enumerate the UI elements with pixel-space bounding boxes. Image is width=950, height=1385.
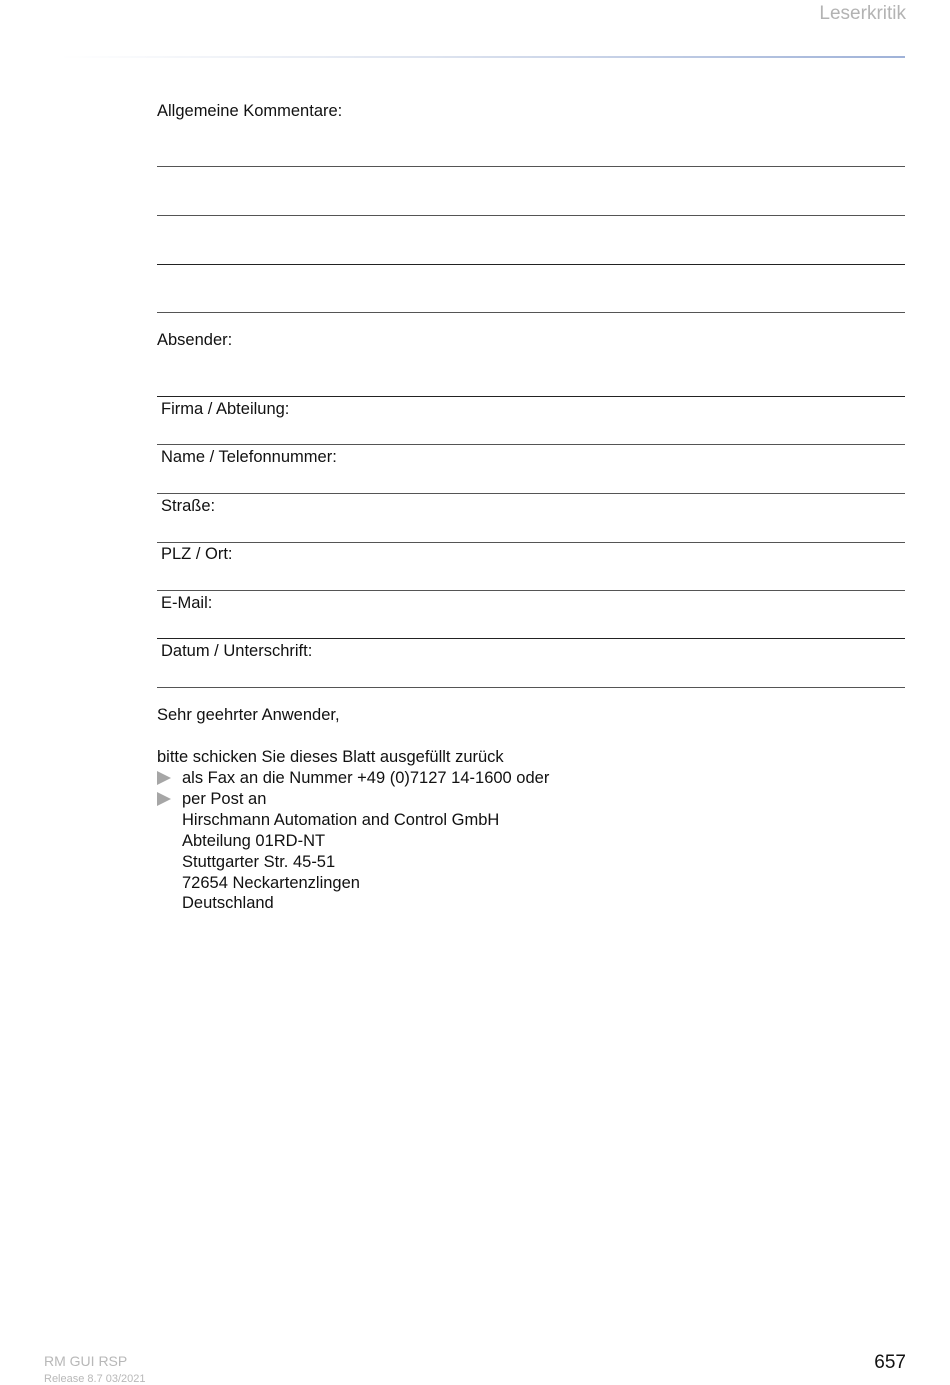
address-department: Abteilung 01RD-NT	[182, 832, 326, 850]
field-company-line	[157, 444, 905, 445]
letter-intro: bitte schicken Sie dieses Blatt ausgefüllt zurück	[157, 748, 504, 766]
bullet-fax: als Fax an die Nummer +49 (0)7127 14-1600 oder	[182, 769, 550, 787]
address-country: Deutschland	[182, 894, 274, 912]
field-zip-city-line	[157, 590, 905, 591]
address-company: Hirschmann Automation and Control GmbH	[182, 811, 500, 829]
sender-line-top	[157, 396, 905, 397]
field-street-label: Straße:	[161, 497, 216, 515]
field-name-phone-line	[157, 493, 905, 494]
comment-line-2	[157, 215, 905, 216]
field-email-label: E-Mail:	[161, 594, 213, 612]
bullet-arrow-icon	[157, 771, 171, 785]
bullet-arrow-icon	[157, 792, 171, 806]
letter-greeting: Sehr geehrter Anwender,	[157, 706, 340, 724]
bullet-post: per Post an	[182, 790, 267, 808]
footer-product: RM GUI RSP	[44, 1353, 128, 1369]
field-date-signature-line	[157, 687, 905, 688]
comment-line-3	[157, 264, 905, 265]
field-company-label: Firma / Abteilung:	[161, 400, 290, 418]
field-street-line	[157, 542, 905, 543]
comments-label: Allgemeine Kommentare:	[157, 102, 343, 120]
page-header-title: Leserkritik	[819, 3, 906, 24]
footer-release: Release 8.7 03/2021	[44, 1373, 146, 1385]
sender-label: Absender:	[157, 331, 233, 349]
comment-line-4	[157, 312, 905, 313]
page-number: 657	[874, 1352, 906, 1373]
comment-line-1	[157, 166, 905, 167]
field-email-line	[157, 638, 905, 639]
field-zip-city-label: PLZ / Ort:	[161, 545, 233, 563]
field-name-phone-label: Name / Telefonnummer:	[161, 448, 337, 466]
field-date-signature-label: Datum / Unterschrift:	[161, 642, 313, 660]
address-city: 72654 Neckartenzlingen	[182, 874, 360, 892]
header-divider	[60, 56, 905, 58]
address-street: Stuttgarter Str. 45-51	[182, 853, 336, 871]
